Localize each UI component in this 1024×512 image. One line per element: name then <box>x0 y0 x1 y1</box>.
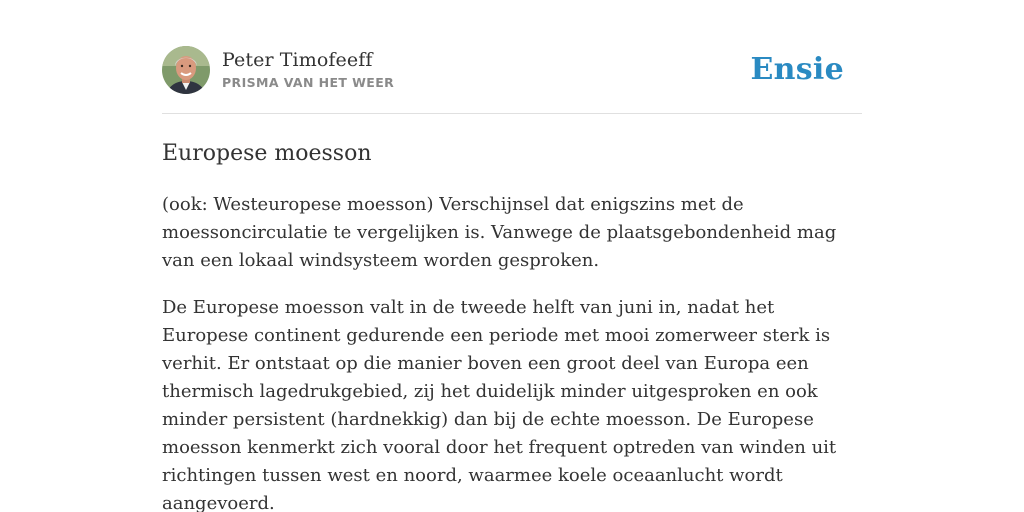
author-info <box>222 49 394 92</box>
author-name[interactable]: Peter Timofeeff <box>222 48 373 71</box>
source-label[interactable]: PRISMA VAN HET WEER <box>222 74 395 90</box>
header-divider <box>162 113 862 114</box>
author-avatar[interactable] <box>162 46 210 94</box>
entry-paragraph-1: (ook: Westeuropese moesson) Verschijnsel dat enigszins met de moessoncirculatie te vergelijken is. Vanwege de plaatsgebondenheid mag van een lokaal windsysteem worden gesproken. <box>162 194 837 271</box>
entry-title: Europese moesson <box>162 141 372 166</box>
entry-header <box>162 46 862 94</box>
ensie-logo[interactable]: Ensie <box>750 52 844 87</box>
entry-card <box>162 0 862 512</box>
author-portrait-icon <box>162 46 210 94</box>
entry-paragraph-2: De Europese moesson valt in de tweede helft van juni in, nadat het Europese continent gedurende een periode met mooi zomerweer sterk is verhit. Er ontstaat op die manier boven een groot deel van Europa een thermisch lagedrukgebied, zij het duidelijk minder uitgesproken en ook minder persistent (hardnekkig) dan bij de echte moesson. De Europese moesson kenmerkt zich vooral door het frequent optreden van winden uit richtingen tussen west en noord, waarmee koele oceaanlucht wordt aangevoerd. <box>162 297 837 512</box>
